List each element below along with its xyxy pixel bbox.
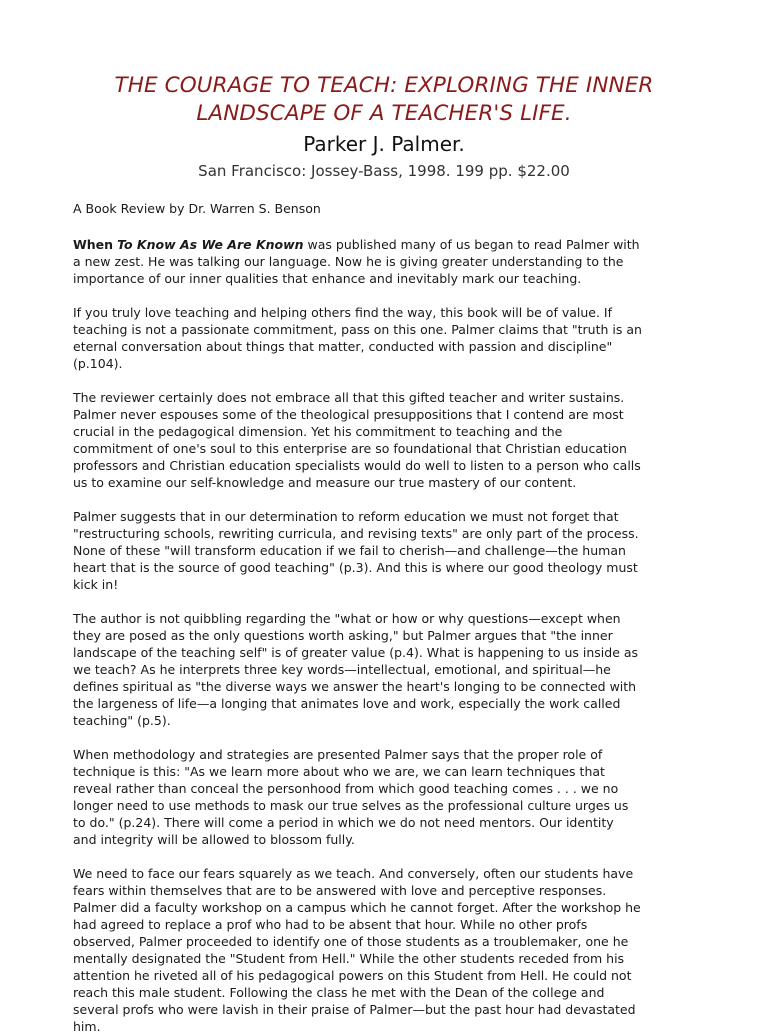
intro-text: was published many of us began to read Palmer with a new zest. He was talking our language. Now he is giving greater understanding to the importance of our inner qualities that enhance and inevitably mark our teaching. — [73, 237, 640, 286]
intro-book-title: To Know As We Are Known — [117, 237, 304, 252]
publication-info: San Francisco: Jossey-Bass, 1998. 199 pp. $22.00 — [198, 162, 570, 180]
intro-lead-word: When — [73, 237, 114, 252]
body-paragraph-2: The reviewer certainly does not embrace all that this gifted teacher and writer sustains. Palmer never espouses some of the theological presuppositions that I contend are most crucial in the pedagogical dimension. Yet his commitment to teaching and the commitment of one's soul to this enterprise are so foundational that Christian education professors and Christian education specialists would do well to listen to a person who calls us to examine our self-knowledge and measure our true mastery of our content. — [73, 390, 641, 490]
review-byline: A Book Review by Dr. Warren S. Benson — [73, 201, 321, 216]
book-title — [73, 72, 695, 128]
intro-paragraph — [73, 236, 695, 287]
book-title-line-1: THE COURAGE TO TEACH: EXPLORING THE INNER — [114, 73, 654, 98]
book-author: Parker J. Palmer. — [303, 132, 465, 156]
body-paragraph-1: If you truly love teaching and helping others find the way, this book will be of value. If teaching is not a passionate commitment, pass on this one. Palmer claims that "truth is an eternal conversation about things that matter, conducted with passion and discipline" (p.104). — [73, 305, 642, 371]
book-title-line-2: LANDSCAPE OF A TEACHER'S LIFE. — [196, 101, 572, 126]
body-paragraph-6: We need to face our fears squarely as we teach. And conversely, often our students have fears within themselves that are to be answered with love and perceptive responses. Palmer did a faculty workshop on a campus which he cannot forget. After the workshop he had agreed to replace a prof who had to be absent that hour. While no other profs observed, Palmer proceeded to identify one of those students as a troublemaker, one he mentally designated the "Student from Hell." While the other students receded from his attention he riveted all of his pedagogical powers on this Student from Hell. He could not reach this male student. Following the class he met with the Dean of the college and several profs who were lavish in their praise of Palmer—but the past hour had devastated him. — [73, 866, 641, 1034]
body-paragraph-3: Palmer suggests that in our determination to reform education we must not forget that "restructuring schools, rewriting curricula, and revising texts" are only part of the process. None of these "will transform education if we fail to cherish—and challenge—the human heart that is the source of good teaching" (p.3). And this is where our good theology must kick in! — [73, 509, 639, 592]
body-paragraph-4: The author is not quibbling regarding the "what or how or why questions—except when they are posed as the only questions worth asking," but Palmer argues that "the inner landscape of the teaching self" is of greater value (p.4). What is happening to us inside as we teach? As he interprets three key words—intellectual, emotional, and spiritual—he defines spiritual as "the diverse ways we answer the heart's longing to be connected with the largeness of life—a longing that animates love and work, especially the work called teaching" (p.5). — [73, 611, 639, 728]
body-paragraph-5: When methodology and strategies are presented Palmer says that the proper role of technique is this: "As we learn more about who we are, we can learn techniques that reveal rather than conceal the personhood from which good teaching comes . . . we no longer need to use methods to mask our true selves as the professional culture urges us to do." (p.24). There will come a period in which we do not need mentors. Our identity and integrity will be allowed to blossom fully. — [73, 747, 629, 847]
